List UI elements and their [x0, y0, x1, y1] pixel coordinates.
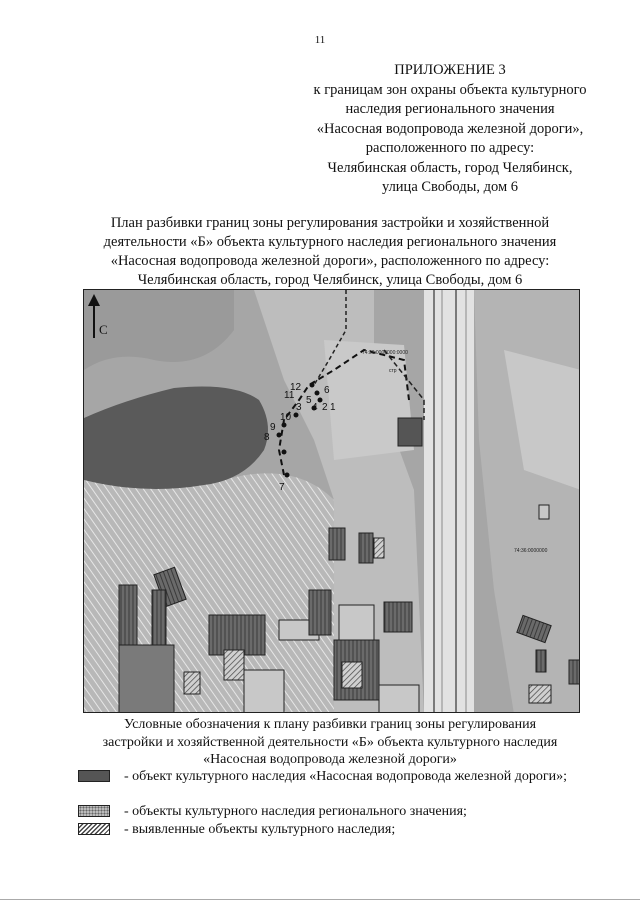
point-label: 9 [270, 422, 276, 433]
appendix-line: Челябинская область, город Челябинск, [327, 159, 573, 176]
heritage-object-pumping-station [398, 418, 422, 446]
legend-swatch-dark [78, 770, 110, 782]
plan-title [40, 214, 620, 290]
legend-item-regional-objects [78, 803, 590, 821]
appendix-line: к границам зон охраны объекта культурного [313, 81, 587, 98]
legend-text: - объект культурного наследия «Насосная водопровода железной дороги»; [124, 769, 568, 784]
point-label: 2 [322, 402, 328, 413]
cadastral-number: 74:36:0000000:0000 [362, 350, 408, 356]
point-label: 1 [330, 402, 336, 413]
point-label: 11 [284, 390, 295, 401]
point-label: 7 [279, 482, 285, 493]
map-drawing [84, 290, 580, 713]
legend-title-line: «Насосная водопровода железной дороги» [203, 752, 457, 767]
appendix-line: расположенного по адресу: [365, 140, 535, 156]
point-label: 5 [306, 395, 312, 406]
cadastral-number: 74:36:0000000 [514, 548, 548, 554]
building-label: стр [389, 368, 397, 374]
appendix-line: «Насосная водопровода железной дороги», [316, 120, 584, 137]
legend-text: - выявленные объекты культурного наследия; [124, 822, 396, 837]
boundary-plan-map [83, 289, 580, 713]
point-label: 3 [296, 402, 302, 413]
legend-swatch-hatched [78, 823, 110, 835]
point-label: 6 [324, 385, 330, 396]
plan-title-line: План разбивки границ зоны регулирования застройки и хозяйственной [110, 215, 550, 231]
legend-item-heritage-object [78, 768, 590, 804]
appendix-heading [290, 61, 610, 198]
legend-title-line: застройки и хозяйственной деятельности «Б» объекта культурного наследия [102, 734, 558, 750]
point-label: 10 [280, 412, 292, 423]
legend-text: - объекты культурного наследия регионального значения; [124, 804, 467, 819]
point-label: 8 [264, 432, 270, 443]
legend-title [60, 716, 600, 769]
legend-title-line: Условные обозначения к плану разбивки границ зоны регулирования [123, 717, 537, 732]
point-label: 4 [312, 402, 318, 413]
point-label: 12 [290, 382, 302, 393]
legend-item-identified-objects [78, 821, 590, 839]
page-number: 11 [314, 34, 326, 46]
north-label: С [99, 322, 108, 337]
legend-swatch-dotted [78, 805, 110, 817]
page-bottom-rule [0, 899, 640, 900]
plan-title-line: «Насосная водопровода железной дороги», расположенного по адресу: [110, 253, 550, 269]
appendix-line: наследия регионального значения [345, 101, 555, 117]
plan-title-line: Челябинская область, город Челябинск, улица Свободы, дом 6 [137, 272, 523, 288]
appendix-line: улица Свободы, дом 6 [381, 179, 519, 195]
appendix-title: ПРИЛОЖЕНИЕ 3 [394, 62, 506, 78]
plan-title-line: деятельности «Б» объекта культурного наследия регионального значения [103, 234, 557, 250]
